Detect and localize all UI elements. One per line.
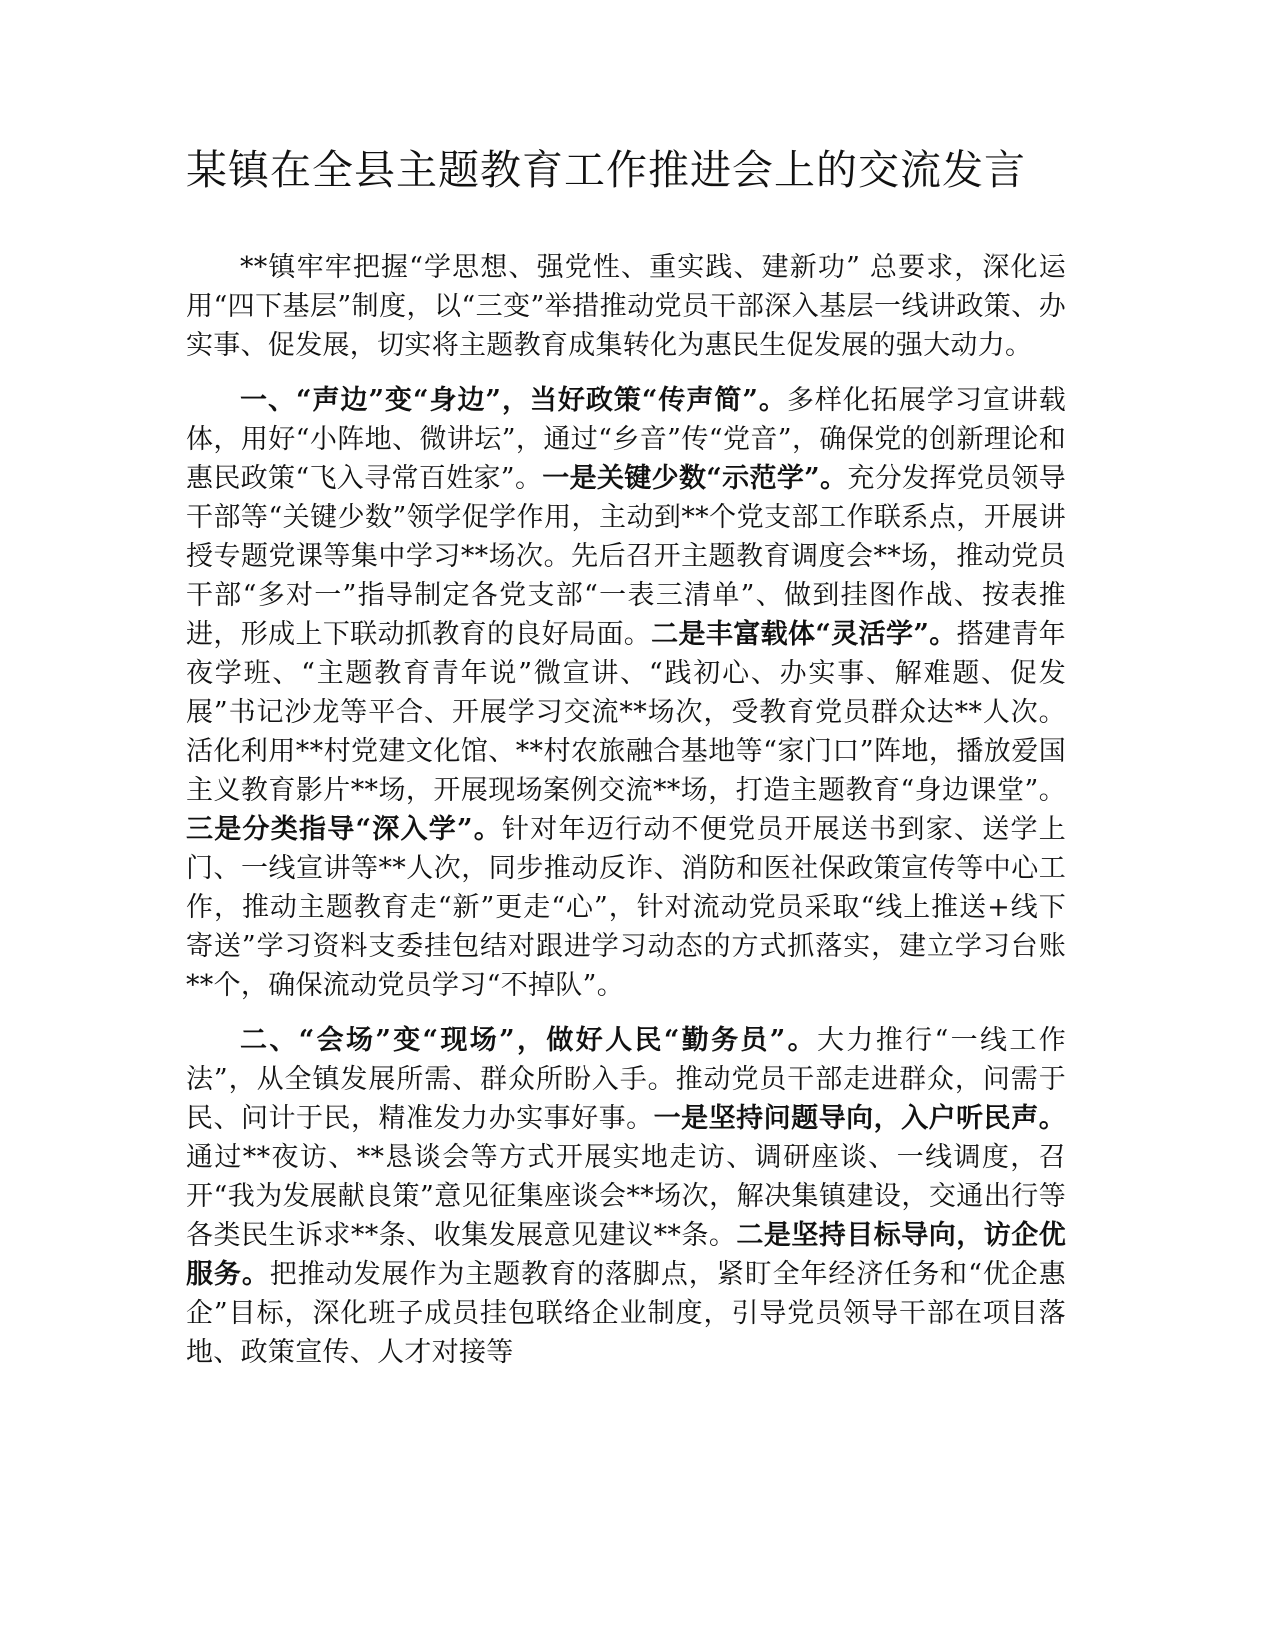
- text-run: 通过**夜访、**恳谈会等方式开展实地走访、调研座谈、一线调度，召开“我为发展献良策”意见征集座谈会**场次，解决集镇建设，交通出行等各类民生诉求**条、收集发展意见建议**条。: [186, 1142, 1066, 1251]
- document-title: 某镇在全县主题教育工作推进会上的交流发言: [186, 146, 1026, 194]
- text-run: 大力推行“一线工作法”，从全镇发展所需、群众所盼入手。推动党员干部走进群众，问需于民、问计于民，精准发力办实事好事。: [186, 1025, 1066, 1134]
- bold-heading-run: 二、“会场”变“现场”，做好人民“勤务员”。: [240, 1025, 818, 1056]
- paragraph: [186, 248, 1066, 365]
- bold-heading-run: 二是坚持目标导向，访企优服务。: [186, 1220, 1066, 1290]
- text-run: 针对年迈行动不便党员开展送书到家、送学上门、一线宣讲等**人次，同步推动反诈、消防和医社保政策宣传等中心工作，推动主题教育走“新”更走“心”，针对流动党员采取“线上推送+线下寄送”学习资料支委挂包结对跟进学习动态的方式抓落实，建立学习台账**个，确保流动党员学习“不掉队”。: [186, 814, 1066, 1001]
- text-run: 多样化拓展学习宣讲载体，用好“小阵地、微讲坛”，通过“乡音”传“党音”，确保党的创新理论和惠民政策“飞入寻常百姓家”。: [186, 385, 1067, 494]
- paragraph: [186, 1021, 1066, 1372]
- bold-heading-run: 一、“声边”变“身边”，当好政策“传声简”。: [240, 385, 787, 416]
- paragraph: [186, 381, 1066, 1005]
- text-run: 把推动发展作为主题教育的落脚点，紧盯全年经济任务和“优企惠企”目标，深化班子成员挂包联络企业制度，引导党员领导干部在项目落地、政策宣传、人才对接等: [186, 1259, 1066, 1368]
- bold-heading-run: 一是坚持问题导向，入户听民声。: [653, 1103, 1066, 1134]
- bold-heading-run: 一是关键少数“示范学”。: [542, 463, 848, 494]
- text-run: 搭建青年夜学班、“主题教育青年说”微宣讲、“践初心、办实事、解难题、促发展”书记沙龙等平合、开展学习交流**场次，受教育党员群众达**人次。活化利用**村党建文化馆、**村农旅融合基地等“家门口”阵地，播放爱国主义教育影片**场，开展现场案例交流**场，打造主题教育“身边课堂”。: [186, 619, 1066, 806]
- bold-heading-run: 三是分类指导“深入学”。: [186, 814, 503, 845]
- bold-heading-run: 二是丰富载体“灵活学”。: [651, 619, 957, 650]
- document-body: [186, 248, 1066, 1388]
- text-run: **镇牢牢把握“学思想、强党性、重实践、建新功” 总要求，深化运用“四下基层”制度，以“三变”举措推动党员干部深入基层一线讲政策、办实事、促发展，切实将主题教育成集转化为惠民生促发展的强大动力。: [186, 252, 1066, 361]
- text-run: 充分发挥党员领导干部等“关键少数”领学促学作用，主动到**个党支部工作联系点，开展讲授专题党课等集中学习**场次。先后召开主题教育调度会**场，推动党员干部“多对一”指导制定各党支部“一表三清单”、做到挂图作战、按表推进，形成上下联动抓教育的良好局面。: [186, 463, 1066, 650]
